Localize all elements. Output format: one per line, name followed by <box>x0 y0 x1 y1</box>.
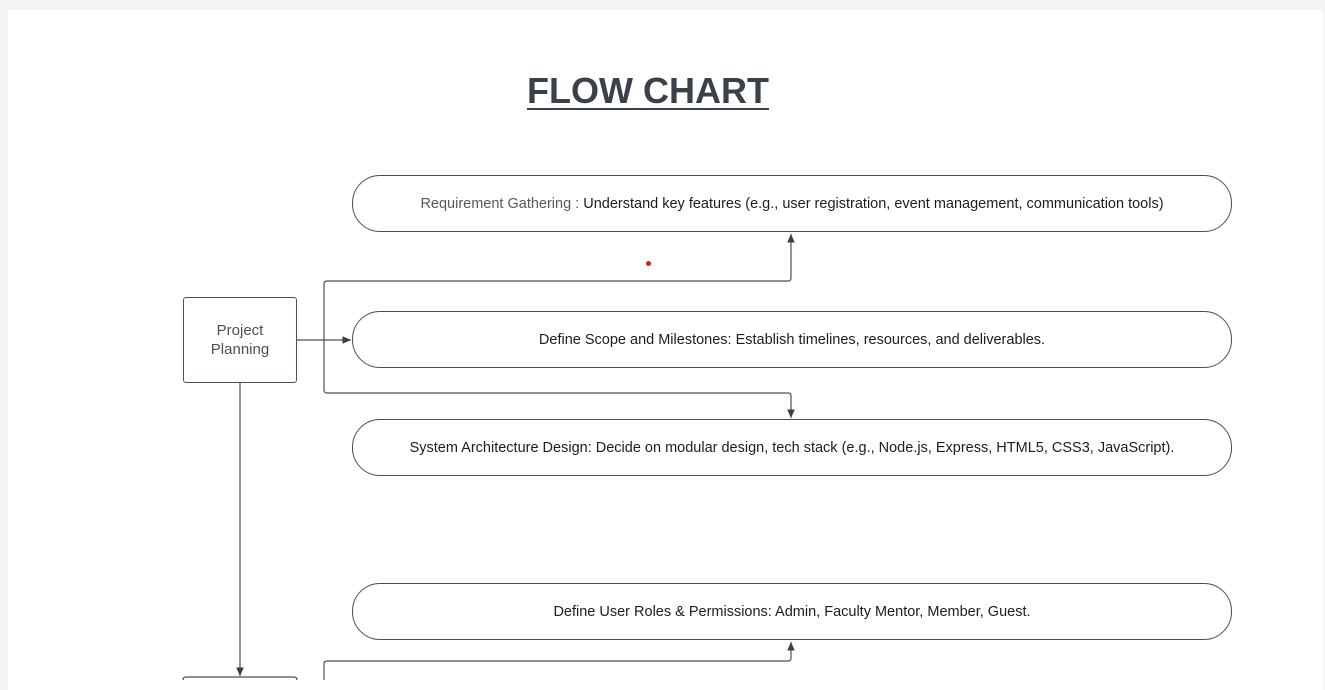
system-architecture-node[interactable]: System Architecture Design: Decide on modular design, tech stack (e.g., Node.js, Express, HTML5, CSS3, JavaScript). <box>352 419 1232 476</box>
define-scope-node[interactable]: Define Scope and Milestones: Establish timelines, resources, and deliverables. <box>352 311 1232 368</box>
cursor-marker <box>646 261 651 266</box>
requirement-gathering-node[interactable] <box>352 175 1232 232</box>
project-planning-node[interactable]: Project Planning <box>183 297 297 383</box>
page-title: FLOW CHART <box>527 70 769 111</box>
user-roles-node[interactable]: Define User Roles & Permissions: Admin, Faculty Mentor, Member, Guest. <box>352 583 1232 640</box>
requirement-gathering-label: Requirement Gathering : <box>420 195 580 212</box>
requirement-gathering-text: Understand key features (e.g., user registration, event management, communication tools) <box>579 195 1164 212</box>
